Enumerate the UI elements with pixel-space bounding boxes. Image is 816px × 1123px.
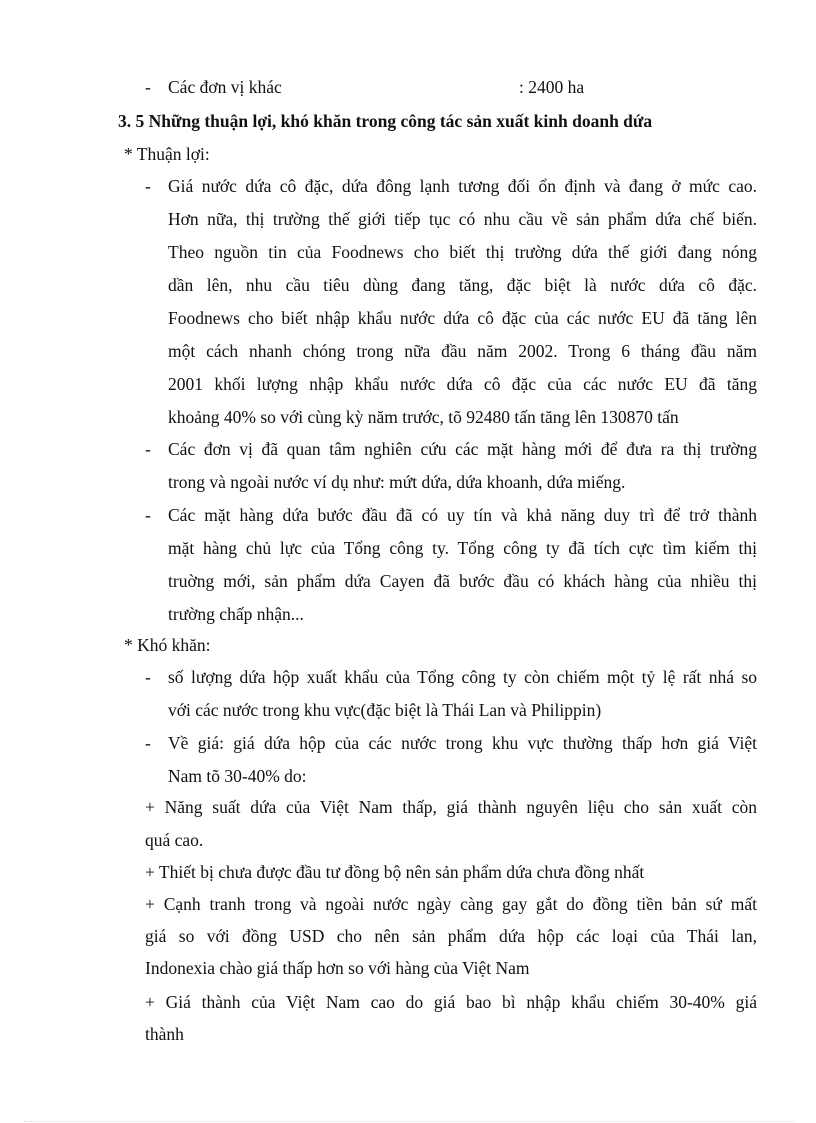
bullet-dash: - — [145, 733, 151, 753]
reason-3-line-3: Indonexia chào giá thấp hơn so với hàng của Việt Nam — [145, 958, 530, 978]
advantage-2-line-1: Các đơn vị đã quan tâm nghiên cứu các mặt hàng mới để đưa ra thị trường — [168, 439, 757, 459]
intro-label: Các đơn vị khác — [168, 77, 282, 97]
reason-3-line-2: giá so với đồng USD cho nên sản phẩm dứa hộp các loại của Thái lan, — [145, 926, 757, 946]
difficulty-2-line-2: Nam tõ 30-40% do: — [168, 766, 307, 786]
advantage-1-line-6: một cách nhanh chóng trong nữa đầu năm 2002. Trong 6 tháng đầu năm — [168, 341, 757, 361]
difficulty-2-line-1: Về giá: giá dứa hộp của các nước trong khu vực thường thấp hơn giá Việt — [168, 733, 757, 753]
reason-2-line-1: + Thiết bị chưa được đầu tư đồng bộ nên sản phẩm dứa chưa đồng nhất — [145, 862, 645, 882]
advantage-3-line-2: mặt hàng chủ lực của Tổng công ty. Tổng công ty đã tích cực tìm kiếm thị — [168, 538, 757, 558]
advantage-3-line-3: truờng mới, sản phẩm dứa Cayen đã bước đầu có khách hàng của nhiều thị — [168, 571, 757, 591]
advantage-1-line-3: Theo nguồn tin của Foodnews cho biết thị trường dứa thế giới đang nóng — [168, 242, 757, 262]
reason-4-line-2: thành — [145, 1024, 184, 1044]
reason-4-line-1: + Giá thành của Việt Nam cao do giá bao bì nhập khẩu chiếm 30-40% giá — [145, 992, 757, 1012]
advantage-1-line-1: Giá nước dứa cô đặc, dứa đông lạnh tương đối ổn định và đang ở mức cao. — [168, 176, 757, 196]
bullet-dash: - — [145, 176, 151, 196]
bullet-dash: - — [145, 667, 151, 687]
reason-1-line-2: quá cao. — [145, 830, 204, 850]
reason-3-line-1: + Cạnh tranh trong và ngoài nước ngày càng gay gắt do đồng tiền bản sứ mất — [145, 894, 757, 914]
bullet-dash: - — [145, 505, 151, 525]
difficulties-title: * Khó khăn: — [124, 635, 211, 655]
advantage-1-line-5: Foodnews cho biết nhập khẩu nước dứa cô đặc của các nước EU đã tăng lên — [168, 308, 757, 328]
advantage-1-line-8: khoảng 40% so với cùng kỳ năm trước, tõ 92480 tấn tăng lên 130870 tấn — [168, 407, 679, 427]
intro-value: : 2400 ha — [519, 77, 585, 97]
section-heading: 3. 5 Những thuận lợi, khó khăn trong công tác sản xuất kinh doanh dứa — [118, 111, 653, 131]
advantage-1-line-7: 2001 khối lượng nhập khẩu nước dứa cô đặc của các nước EU đã tăng — [168, 374, 757, 394]
advantages-title: * Thuận lợi: — [124, 144, 210, 164]
advantage-2-line-2: trong và ngoài nước ví dụ như: mứt dứa, dứa khoanh, dứa miếng. — [168, 472, 626, 492]
difficulty-1-line-1: số lượng dứa hộp xuất khẩu của Tổng công ty còn chiếm một tỷ lệ rất nhá so — [168, 667, 757, 687]
difficulty-1-line-2: với các nước trong khu vực(đặc biệt là Thái Lan và Philippin) — [168, 700, 602, 720]
advantage-3-line-1: Các mặt hàng dứa bước đầu đã có uy tín và khả năng duy trì để trở thành — [168, 505, 757, 525]
advantage-1-line-4: dần lên, nhu cầu tiêu dùng đang tăng, đặc biệt là nước dứa cô đặc. — [168, 275, 757, 295]
bullet-dash: - — [145, 439, 151, 459]
page-bottom-rule — [24, 1121, 794, 1122]
advantage-1-line-2: Hơn nữa, thị trường thế giới tiếp tục có nhu cầu về sản phẩm dứa chế biến. — [168, 209, 757, 229]
reason-1-line-1: + Năng suất dứa của Việt Nam thấp, giá thành nguyên liệu cho sản xuất còn — [145, 797, 757, 817]
bullet-dash: - — [145, 77, 151, 97]
advantage-3-line-4: trường chấp nhận... — [168, 604, 304, 624]
